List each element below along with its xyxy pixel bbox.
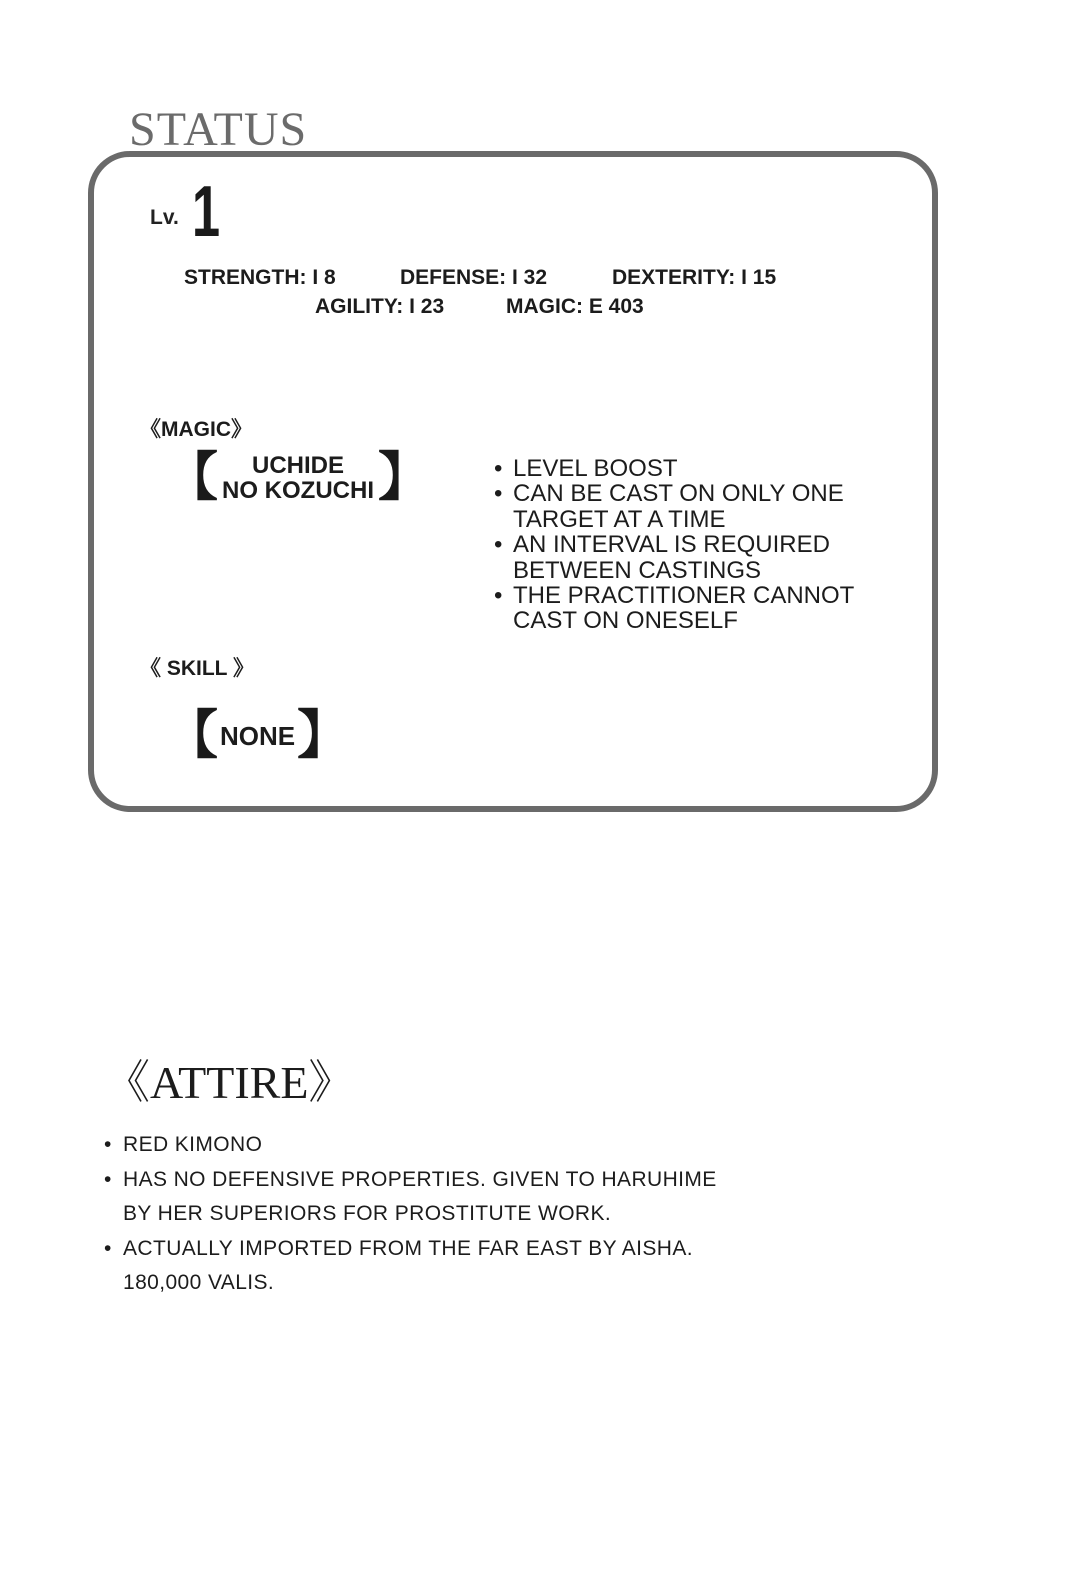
stat-strength: STRENGTH: I 8 <box>184 266 336 289</box>
stat-magic: MAGIC: E 403 <box>506 295 644 318</box>
magic-description-item <box>494 481 914 532</box>
stat-dexterity: DEXTERITY: I 15 <box>612 266 777 289</box>
magic-description-item <box>494 583 914 634</box>
description-text: AN INTERVAL IS REQUIRED <box>513 531 830 559</box>
skill-header: 《 SKILL 》 <box>140 657 254 680</box>
level-label: Lv. <box>150 206 179 229</box>
attire-list <box>104 1128 717 1301</box>
bullet-icon: • <box>494 531 503 559</box>
right-bracket-icon: 】 <box>378 449 431 507</box>
magic-header: 《MAGIC》 <box>140 418 252 441</box>
right-bracket-icon: 】 <box>297 707 350 765</box>
description-text: LEVEL BOOST <box>513 455 678 482</box>
bullet-icon: • <box>104 1236 112 1260</box>
description-text: BETWEEN CASTINGS <box>513 556 762 584</box>
stat-agility: AGILITY: I 23 <box>315 295 445 318</box>
description-text: THE PRACTITIONER CANNOT <box>513 582 855 610</box>
magic-description-item <box>494 532 914 583</box>
attire-item <box>104 1128 717 1163</box>
attire-text: ACTUALLY IMPORTED FROM THE FAR EAST BY AISHA. <box>123 1236 693 1260</box>
magic-name-line2: NO KOZUCHI <box>222 477 375 504</box>
status-title: STATUS <box>129 103 308 156</box>
bullet-icon: • <box>494 480 503 508</box>
attire-text: 180,000 VALIS. <box>123 1271 275 1294</box>
magic-name-block <box>166 449 431 507</box>
attire-text: BY HER SUPERIORS FOR PROSTITUTE WORK. <box>123 1202 612 1225</box>
attire-item <box>104 1163 717 1232</box>
description-text: CAST ON ONESELF <box>513 607 738 635</box>
attire-text: HAS NO DEFENSIVE PROPERTIES. GIVEN TO HARUHIME <box>123 1167 717 1191</box>
bullet-icon: • <box>104 1133 112 1156</box>
bullet-icon: • <box>104 1167 112 1191</box>
magic-description-list <box>494 456 914 634</box>
left-bracket-icon: 【 <box>166 449 219 507</box>
magic-name-line1: UCHIDE <box>252 452 345 479</box>
attire-item <box>104 1232 717 1301</box>
magic-description-item <box>494 456 914 481</box>
description-text: CAN BE CAST ON ONLY ONE <box>513 480 844 508</box>
bullet-icon: • <box>494 582 503 610</box>
attire-text: RED KIMONO <box>123 1133 263 1156</box>
left-bracket-icon: 【 <box>166 707 219 765</box>
level-value: 1 <box>192 172 221 252</box>
magic-name <box>218 453 378 503</box>
stat-defense: DEFENSE: I 32 <box>400 266 548 289</box>
description-text: TARGET AT A TIME <box>513 505 726 533</box>
skill-name-block <box>166 707 350 765</box>
skill-name: NONE <box>220 720 296 751</box>
bullet-icon: • <box>494 455 503 482</box>
attire-title: 《ATTIRE》 <box>104 1057 355 1108</box>
